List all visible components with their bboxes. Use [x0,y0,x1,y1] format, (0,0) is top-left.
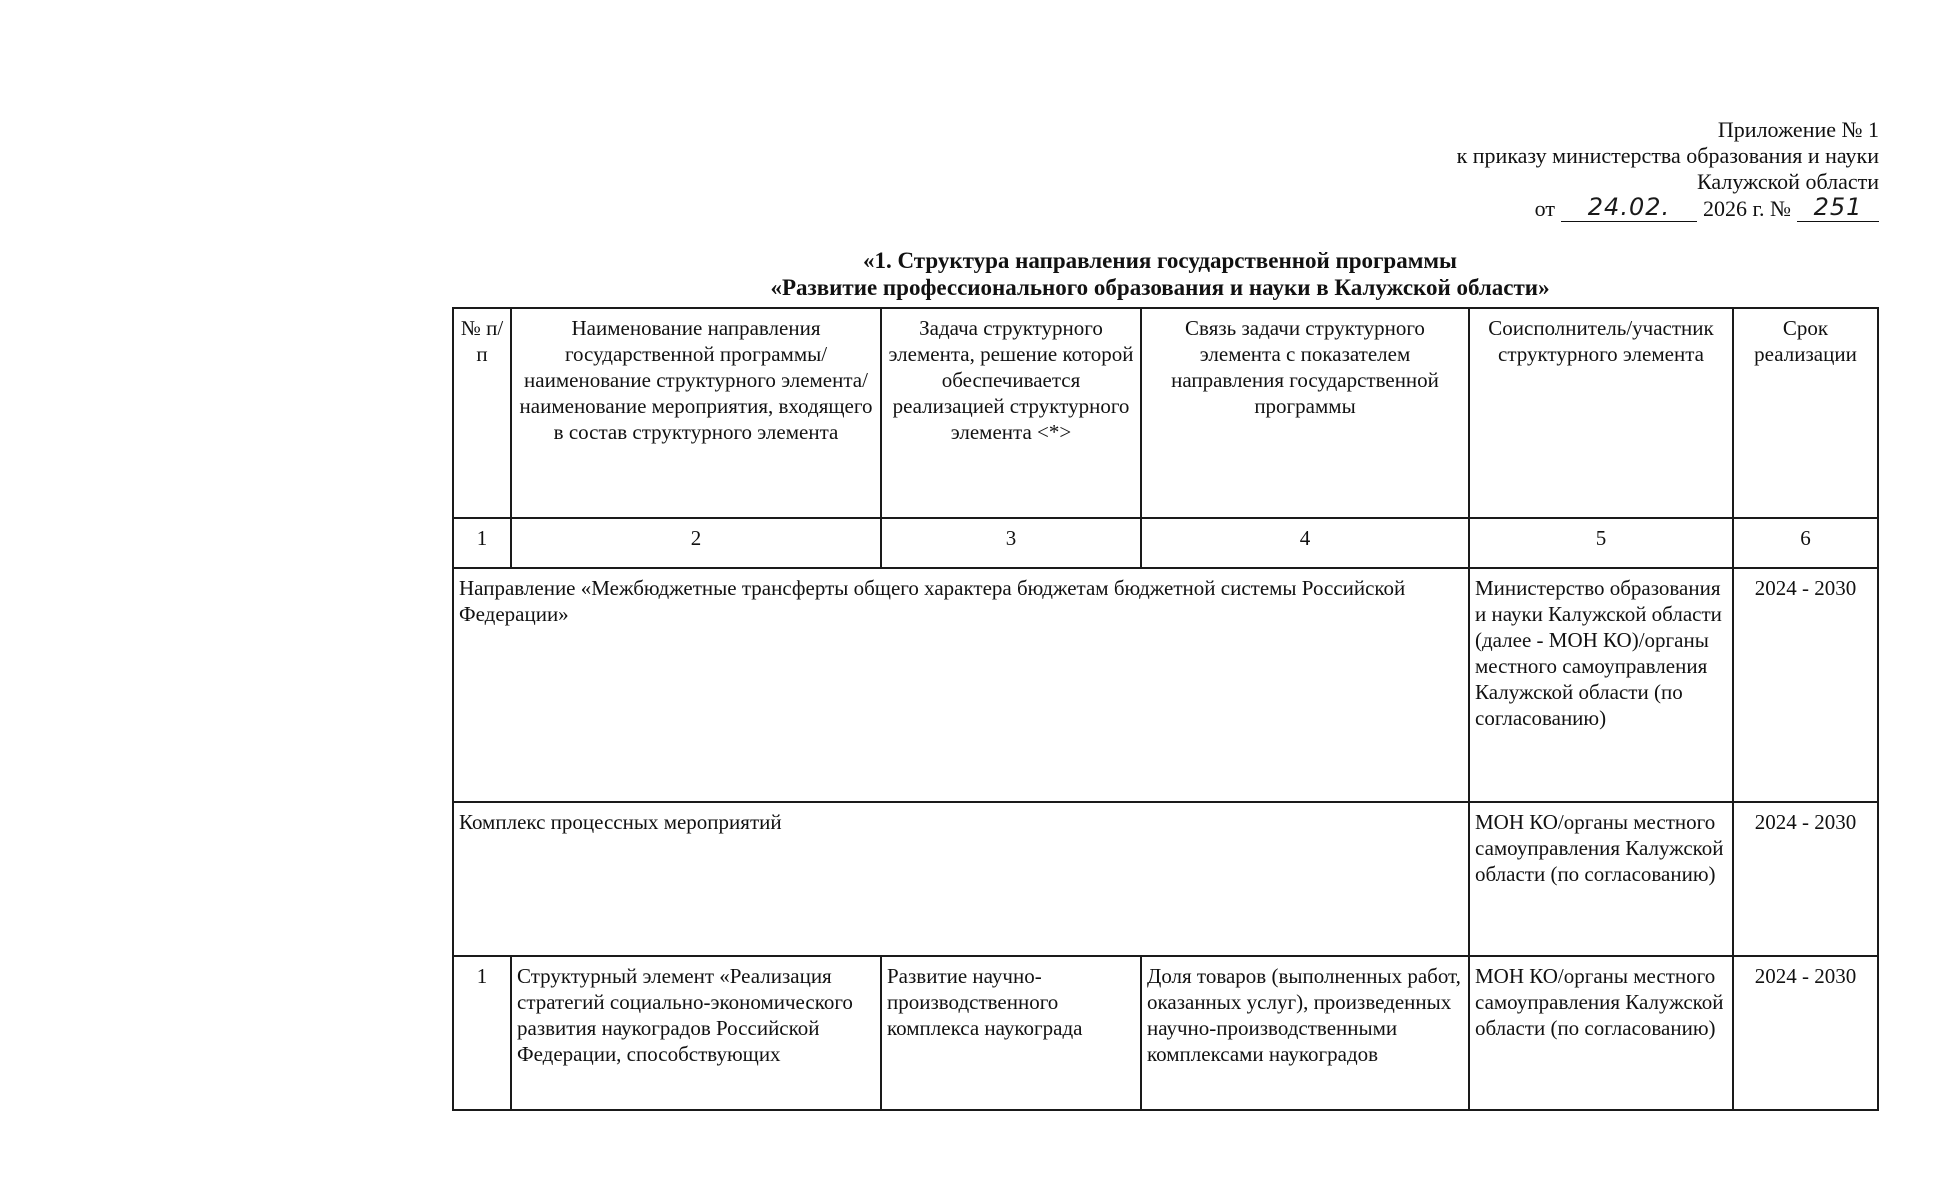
structure-table [452,307,1879,1111]
column-number-cell: 3 [881,518,1141,568]
from-label: от [1534,196,1555,221]
header-cell-number: № п/п [453,308,511,518]
document-title-line-1: «1. Структура направления государственной программы [862,248,1458,273]
table-header-row [453,308,1878,518]
direction-row [453,568,1878,802]
element-executor-cell: МОН КО/органы местного самоуправления Калужской области (по согласованию) [1469,956,1733,1110]
column-number-cell: 6 [1733,518,1878,568]
element-name-cell: Структурный элемент «Реализация стратегий социально-экономического развития наукоградов Российской Федерации, способствующих [511,956,881,1110]
column-number-row [453,518,1878,568]
attachment-order-ref: к приказу министерства образования и науки [1456,143,1879,168]
handwritten-number: 251 [1797,195,1879,222]
direction-period-cell: 2024 - 2030 [1733,568,1878,802]
header-cell-executor: Соисполнитель/участник структурного элемента [1469,308,1733,518]
document-title-line-2: «Развитие профессионального образования и науки в Калужской области» [770,275,1550,300]
header-cell-period: Срок реализации [1733,308,1878,518]
header-cell-task: Задача структурного элемента, решение которой обеспечивается реализацией структурного элемента <*> [881,308,1141,518]
element-task-cell: Развитие научно-производственного комплекса наукограда [881,956,1141,1110]
column-number-cell: 5 [1469,518,1733,568]
element-number-cell: 1 [453,956,511,1110]
column-number-cell: 1 [453,518,511,568]
handwritten-date: 24.02. [1561,195,1697,222]
year-label: 2026 г. № [1702,196,1791,221]
attachment-date-line [1319,195,1879,222]
complex-row [453,802,1878,956]
element-row [453,956,1878,1110]
header-cell-name: Наименование направления государственной программы/наименование структурного элемента/наименование мероприятия, входящего в состав структурного элемента [511,308,881,518]
complex-period-cell: 2024 - 2030 [1733,802,1878,956]
element-link-cell: Доля товаров (выполненных работ, оказанных услуг), произведенных научно-производственными комплексами наукоградов [1141,956,1469,1110]
direction-executor-cell: Министерство образования и науки Калужской области (далее - МОН КО)/органы местного самоуправления Калужской области (по согласованию) [1469,568,1733,802]
element-period-cell: 2024 - 2030 [1733,956,1878,1110]
column-number-cell: 2 [511,518,881,568]
direction-name-cell: Направление «Межбюджетные трансферты общего характера бюджетам бюджетной системы Российской Федерации» [453,568,1469,802]
complex-executor-cell: МОН КО/органы местного самоуправления Калужской области (по согласованию) [1469,802,1733,956]
attachment-title: Приложение № 1 [1717,117,1879,142]
document-title [450,247,1870,301]
attachment-region: Калужской области [1697,169,1879,194]
header-cell-link: Связь задачи структурного элемента с показателем направления государственной программы [1141,308,1469,518]
attachment-block [1319,117,1879,222]
column-number-cell: 4 [1141,518,1469,568]
complex-name-cell: Комплекс процессных мероприятий [453,802,1469,956]
